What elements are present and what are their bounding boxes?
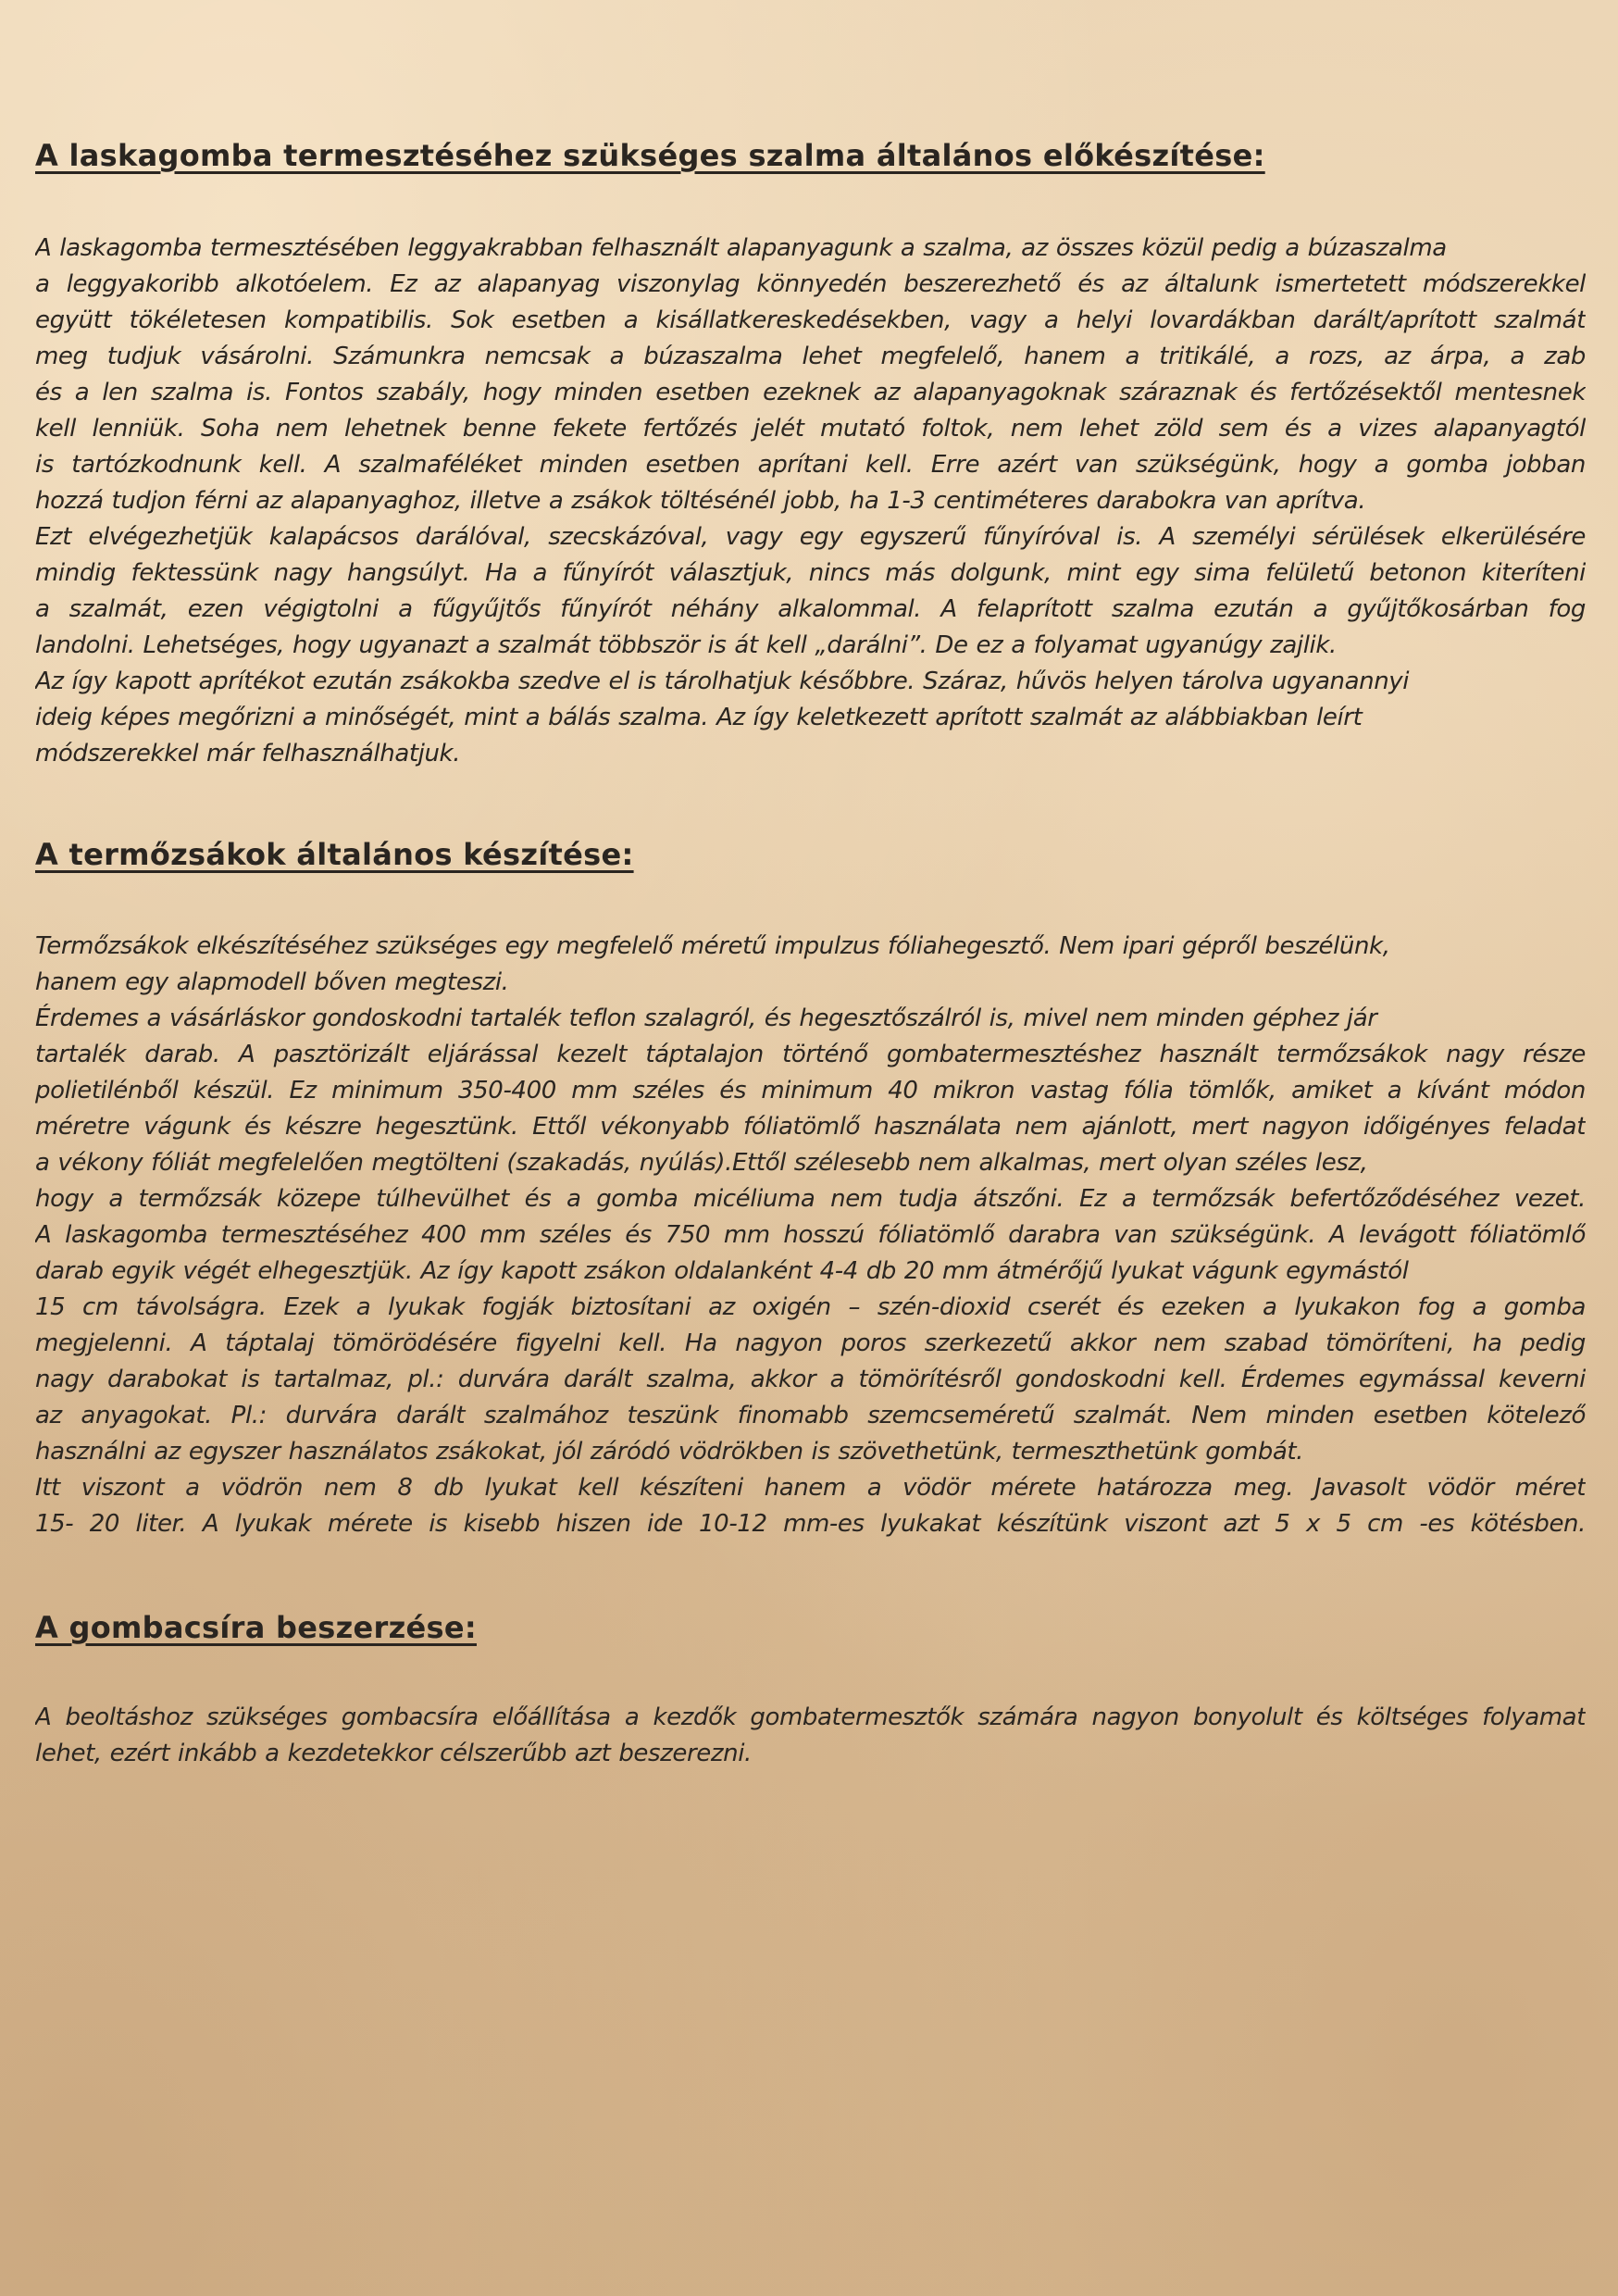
text-line: mindig fektessünk nagy hangsúlyt. Ha a fűnyírót választjuk, nincs más dolgunk, mint egy sima felületű betonon kiteríteni — [35, 559, 1586, 587]
text-line: Itt viszont a vödrön nem 8 db lyukat kell készíteni hanem a vödör mérete határozza meg. Javasolt vödör méret — [35, 1474, 1586, 1502]
section-title-grow-bags: A termőzsákok általános készítése: — [35, 837, 634, 872]
text-line: Termőzsákok elkészítéséhez szükséges egy megfelelő méretű impulzus fóliahegesztő. Nem ipari gépről beszélünk, — [35, 932, 1390, 960]
text-line: Az így kapott aprítékot ezután zsákokba szedve el is tárolhatjuk későbbre. Száraz, hűvös helyen tárolva ugyanannyi — [35, 668, 1410, 695]
text-line: landolni. Lehetséges, hogy ugyanazt a szalmát többször is át kell „darálni”. De ez a folyamat ugyanúgy zajlik. — [35, 631, 1337, 659]
section-body-grow-bags — [35, 929, 1586, 1542]
text-line: A laskagomba termesztéséhez 400 mm széles és 750 mm hosszú fóliatömlő darabra van szükségünk. A levágott fóliatömlő — [35, 1221, 1586, 1249]
text-line: ideig képes megőrizni a minőségét, mint a bálás szalma. Az így keletkezett aprított szalmát az alábbiakban leírt — [35, 704, 1363, 731]
text-line: megjelenni. A táptalaj tömörödésére figyelni kell. Ha nagyon poros szerkezetű akkor nem szabad tömöríteni, ha pedig — [35, 1329, 1586, 1357]
text-line: polietilénből készül. Ez minimum 350-400 mm széles és minimum 40 mikron vastag fólia tömlők, amiket a kívánt módon — [35, 1077, 1586, 1104]
text-line: nagy darabokat is tartalmaz, pl.: durvára darált szalma, akkor a tömörítésről gondoskodni kell. Érdemes egymással keverni — [35, 1366, 1586, 1393]
section-title-spawn-sourcing: A gombacsíra beszerzése: — [35, 1610, 477, 1645]
text-line: tartalék darab. A pasztörizált eljárással kezelt táptalajon történő gombatermesztéshez használt termőzsákok nagy része — [35, 1041, 1586, 1068]
text-line: is tartózkodnunk kell. A szalmaféléket minden esetben aprítani kell. Erre azért van szükségünk, hogy a gomba jobban — [35, 451, 1586, 479]
text-line: kell lenniük. Soha nem lehetnek benne fekete fertőzés jelét mutató foltok, nem lehet zöld sem és a vizes alapanyagtól — [35, 415, 1586, 443]
document-content — [35, 139, 1586, 1772]
text-line: a leggyakoribb alkotóelem. Ez az alapanyag viszonylag könnyedén beszerezhető és az általunk ismertetett módszerekkel — [35, 270, 1586, 298]
text-line: A laskagomba termesztésében leggyakrabban felhasznált alapanyagunk a szalma, az összes közül pedig a búzaszalma — [35, 234, 1447, 262]
text-line: A beoltáshoz szükséges gombacsíra előállítása a kezdők gombatermesztők számára nagyon bonyolult és költséges folyamat — [35, 1703, 1586, 1731]
text-line: darab egyik végét elhegesztjük. Az így kapott zsákon oldalanként 4-4 db 20 mm átmérőjű lyukat vágunk egymástól — [35, 1257, 1409, 1285]
text-line: hogy a termőzsák közepe túlhevülhet és a gomba micéliuma nem tudja átszőni. Ez a termőzsák befertőződéséhez vezet. — [35, 1185, 1586, 1213]
text-line: a vékony fóliát megfelelően megtölteni (szakadás, nyúlás).Ettől szélesebb nem alkalmas, mert olyan széles lesz, — [35, 1149, 1368, 1177]
text-line: Érdemes a vásárláskor gondoskodni tartalék teflon szalagról, és hegesztőszálról is, mivel nem minden géphez jár — [35, 1004, 1377, 1032]
text-line: használni az egyszer használatos zsákokat, jól záródó vödrökben is szövethetünk, termeszthetünk gombát. — [35, 1438, 1304, 1466]
text-line: módszerekkel már felhasználhatjuk. — [35, 740, 461, 767]
section-body-spawn-sourcing — [35, 1700, 1586, 1772]
text-line: együtt tökéletesen kompatibilis. Sok esetben a kisállatkereskedésekben, vagy a helyi lovardákban darált/aprított szalmát — [35, 306, 1586, 334]
text-line: 15 cm távolságra. Ezek a lyukak fogják biztosítani az oxigén – szén-dioxid cserét és ezeken a lyukakon fog a gomba — [35, 1293, 1586, 1321]
text-line: méretre vágunk és készre hegesztünk. Ettől vékonyabb fóliatömlő használata nem ajánlott, mert nagyon időigényes feladat — [35, 1113, 1586, 1141]
text-line: meg tudjuk vásárolni. Számunkra nemcsak a búzaszalma lehet megfelelő, hanem a tritikálé, a rozs, az árpa, a zab — [35, 343, 1586, 370]
text-line: Ezt elvégezhetjük kalapácsos darálóval, szecskázóval, vagy egy egyszerű fűnyíróval is. A személyi sérülések elkerülésére — [35, 523, 1586, 551]
text-line: és a len szalma is. Fontos szabály, hogy minden esetben ezeknek az alapanyagoknak száraznak és fertőzésektől mentesnek — [35, 379, 1586, 406]
text-line: az anyagokat. Pl.: durvára darált szalmához teszünk finomabb szemcseméretű szalmát. Nem minden esetben kötelező — [35, 1402, 1586, 1429]
text-line: hozzá tudjon férni az alapanyaghoz, illetve a zsákok töltésénél jobb, ha 1-3 centiméteres darabokra van aprítva. — [35, 487, 1366, 515]
text-line: a szalmát, ezen végigtolni a fűgyűjtős fűnyírót néhány alkalommal. A felaprított szalma ezután a gyűjtőkosárban fog — [35, 595, 1586, 623]
section-body-straw-preparation — [35, 231, 1586, 772]
text-line: 15- 20 liter. A lyukak mérete is kisebb hiszen ide 10-12 mm-es lyukakat készítünk viszont azt 5 x 5 cm -es kötésben. — [35, 1510, 1586, 1538]
section-title-straw-preparation: A laskagomba termesztéséhez szükséges szalma általános előkészítése: — [35, 138, 1265, 173]
text-line: lehet, ezért inkább a kezdetekkor célszerűbb azt beszerezni. — [35, 1740, 752, 1767]
text-line: hanem egy alapmodell bőven megteszi. — [35, 968, 509, 996]
